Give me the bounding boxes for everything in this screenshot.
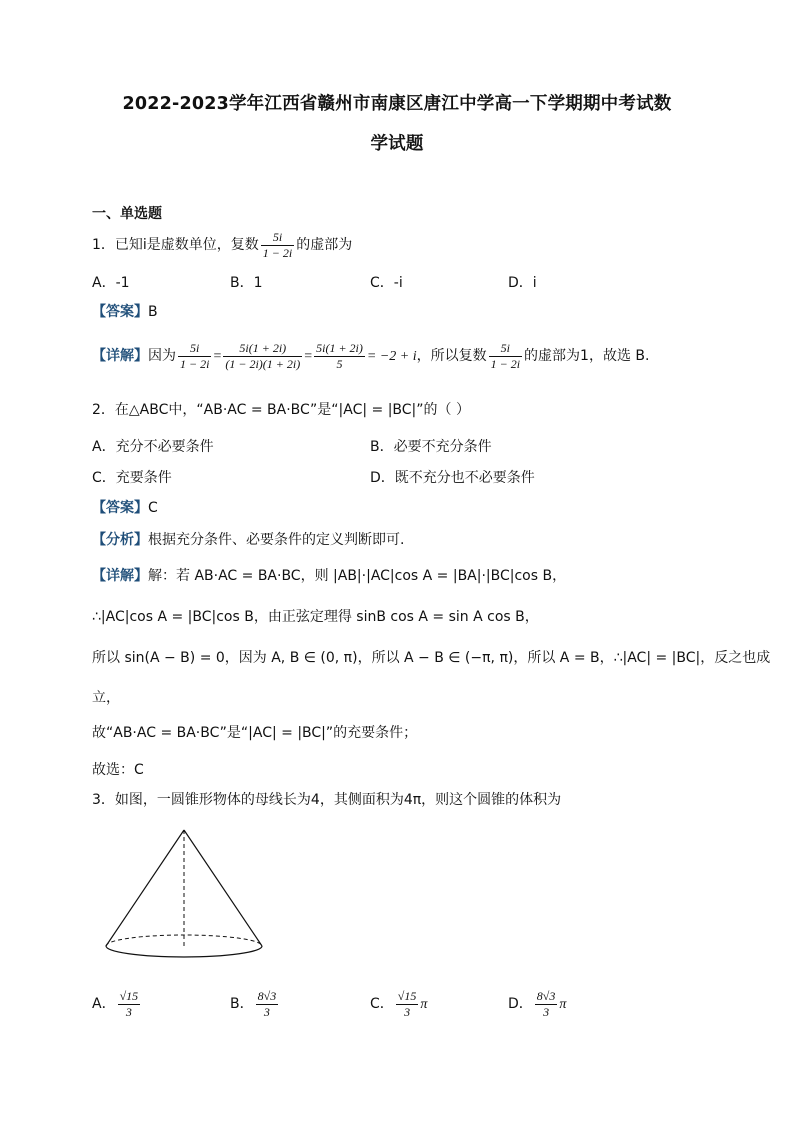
q3-option-b-letter: B． [230,996,254,1012]
cone-left-slant [106,830,184,946]
q2-detail-line2: ∴|AC|cos A = |BC|cos B，由正弦定理得 sinB cos A = sin A cos B， [92,609,539,625]
q1-detail-frac2 [223,341,302,372]
q2-detail-text1: 解：若 AB·AC = BA·BC，则 |AB|·|AC|cos A = |BA|·|BC|cos B， [148,568,567,584]
q1-stem-pre: 1．已知i是虚数单位，复数 [92,237,259,253]
answer-tag: 【答案】 [92,500,148,516]
q1-option-d: D．i [508,275,537,291]
q3-option-c-num: √15 [397,988,417,1003]
q1-answer-value: B [148,304,158,320]
q3-option-d-letter: D． [508,996,533,1012]
q3-option-b-den: 3 [263,1004,270,1019]
q3-option-d-den: 3 [543,1004,550,1019]
q2-option-d: D．既不充分也不必要条件 [370,470,535,486]
q3-option-c-suffix: π [420,997,428,1012]
q3-stem: 3．如图，一圆锥形物体的母线长为4，其侧面积为4π，则这个圆锥的体积为 [92,792,562,808]
q1-detail-frac1 [178,341,211,372]
q1-detail [92,336,649,377]
q2-option-b: B．必要不充分条件 [370,439,492,455]
q3-option-d [508,986,566,1023]
q3-option-d-num: 8√3 [536,988,556,1003]
q3-option-b-frac [256,989,279,1020]
q1-detail-post: 的虚部为1，故选 B. [524,348,650,364]
q2-analysis [92,530,404,550]
cone-figure [100,822,270,972]
q1-detail-frac4-den: 1 − 2i [490,356,521,371]
answer-tag: 【答案】 [92,304,148,320]
cone-right-slant [184,830,262,946]
q2-detail-line5: 故“AB·AC = BA·BC”是“|AC| = |BC|”的充要条件； [92,725,418,741]
detail-tag: 【详解】 [92,568,148,584]
q2-detail-line1 [92,566,566,586]
q1-detail-frac1-num: 5i [178,341,211,357]
q3-option-c-frac [396,989,419,1020]
q1-detail-frac3-num: 5i(1 + 2i) [316,340,363,355]
analysis-tag: 【分析】 [92,532,148,548]
q2-detail-line4: 立， [92,690,120,706]
q1-detail-mid: ，所以复数 [416,348,487,364]
q1-detail-frac3-den: 5 [336,356,343,371]
q2-answer [92,498,158,518]
q1-detail-eq1: = [213,349,222,364]
q3-option-a-num: √15 [119,988,139,1003]
q1-detail-frac2-den: (1 − 2i)(1 + 2i) [225,356,301,371]
q1-answer [92,302,158,322]
q1-option-a: A．-1 [92,275,130,291]
q2-analysis-text: 根据充分条件、必要条件的定义判断即可. [148,532,405,548]
q3-option-a-letter: A． [92,996,116,1012]
q3-option-d-suffix: π [559,997,567,1012]
page-title-line2: 学试题 [370,134,424,154]
q2-answer-value: C [148,500,158,516]
q2-stem: 2．在△ABC中，“AB·AC = BA·BC”是“|AC| = |BC|”的（ ） [92,402,470,418]
q2-option-c: C．充要条件 [92,470,172,486]
q1-option-c: C．-i [370,275,403,291]
q1-detail-result: = −2 + i [366,349,417,364]
q1-detail-pre: 因为 [148,348,176,364]
q1-fraction [261,230,294,261]
q2-detail-line3: 所以 sin(A − B) = 0，因为 A, B ∈ (0, π)，所以 A − B ∈ (−π, π)，所以 A = B，∴|AC| = |BC|，反之也成 [92,650,771,666]
q3-option-c [370,986,427,1023]
q3-option-b-num: 8√3 [257,988,277,1003]
q3-option-a-frac [118,989,141,1020]
detail-tag: 【详解】 [92,348,148,364]
q1-frac-num: 5i [261,230,294,246]
q1-detail-eq2: = [304,349,313,364]
q3-option-a-den: 3 [125,1004,132,1019]
q1-frac-den: 1 − 2i [262,245,293,260]
cone-base-front [106,946,262,957]
q1-detail-frac2-num: 5i(1 + 2i) [223,341,302,357]
q2-option-a: A．充分不必要条件 [92,439,214,455]
q1-option-b: B．1 [230,275,263,291]
q1-detail-frac3 [314,341,365,372]
q1-detail-frac4-num: 5i [489,341,522,357]
q1-stem [92,228,352,262]
q1-stem-post: 的虚部为 [296,237,353,253]
q2-detail-line6: 故选：C [92,762,144,778]
q3-option-d-frac [535,989,558,1020]
section-heading: 一、单选题 [92,206,162,222]
q3-option-b [230,986,280,1023]
q3-option-c-den: 3 [404,1004,411,1019]
q3-option-c-letter: C． [370,996,394,1012]
q3-option-a [92,986,142,1023]
q1-detail-frac1-den: 1 − 2i [180,356,210,371]
q1-detail-frac4 [489,341,522,372]
page-title-line1: 2022-2023学年江西省赣州市南康区唐江中学高一下学期期中考试数 [122,94,672,114]
